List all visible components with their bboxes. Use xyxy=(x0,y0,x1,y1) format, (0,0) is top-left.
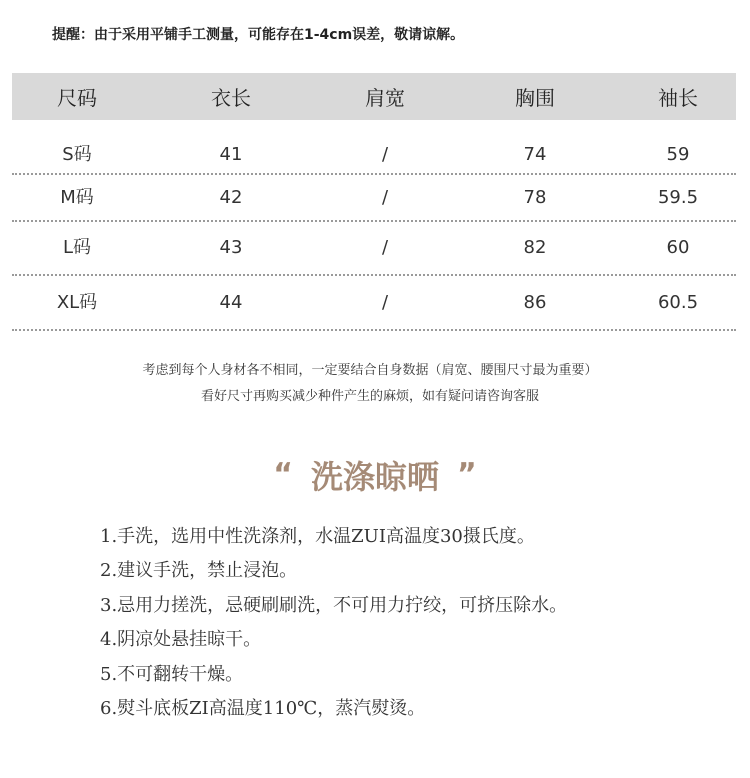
cell-size: S码 xyxy=(62,143,92,165)
header-chest: 胸围 xyxy=(515,86,555,110)
header-shoulder: 肩宽 xyxy=(365,86,405,110)
table-row xyxy=(12,175,736,222)
cell-size: XL码 xyxy=(56,291,98,313)
wash-section-title xyxy=(0,452,750,498)
cell-sleeve: 60.5 xyxy=(657,291,699,313)
header-sleeve: 袖长 xyxy=(658,86,698,110)
cell-size: L码 xyxy=(62,237,92,258)
cell-chest: 82 xyxy=(523,237,547,258)
tip-line: 考虑到每个人身材各不相同，一定要结合自身数据（肩宽、腰围尺寸最为重要） xyxy=(142,363,598,378)
close-quote: ” xyxy=(457,457,477,492)
list-item: 2.建议手洗，禁止浸泡。 xyxy=(100,560,298,582)
cell-shoulder: / xyxy=(381,143,389,165)
list-item: 6.熨斗底板ZI高温度110℃，蒸汽熨烫。 xyxy=(100,697,426,719)
table-row xyxy=(12,276,736,331)
measurement-notice: 提醒：由于采用平铺手工测量，可能存在1-4cm误差，敬请谅解。 xyxy=(52,27,465,43)
tip-line: 看好尺寸再购买减少种件产生的麻烦，如有疑问请咨询客服 xyxy=(200,389,539,404)
wash-title-text: 洗涤晾晒 xyxy=(310,458,439,496)
cell-chest: 78 xyxy=(523,186,547,208)
list-item: 4.阴凉处悬挂晾干。 xyxy=(100,629,262,651)
size-tips xyxy=(0,358,740,410)
wash-instructions xyxy=(100,523,567,729)
cell-chest: 74 xyxy=(523,143,547,165)
list-item: 3.忌用力搓洗，忌硬刷刷洗，不可用力拧绞，可挤压除水。 xyxy=(100,594,568,616)
header-length: 衣长 xyxy=(211,86,251,110)
list-item: 5.不可翻转干燥。 xyxy=(100,663,244,685)
list-item: 1.手洗，选用中性洗涤剂，水温ZUI高温度30摄氏度。 xyxy=(100,526,535,547)
cell-length: 42 xyxy=(219,186,243,208)
cell-size: M码 xyxy=(60,186,94,208)
cell-sleeve: 59 xyxy=(666,143,690,165)
cell-length: 43 xyxy=(219,237,243,258)
table-row xyxy=(12,222,736,276)
cell-shoulder: / xyxy=(381,186,389,208)
cell-shoulder: / xyxy=(381,291,389,313)
table-row xyxy=(12,120,736,175)
cell-shoulder: / xyxy=(381,237,389,258)
header-size: 尺码 xyxy=(57,86,97,110)
size-table-header xyxy=(12,73,736,120)
cell-length: 44 xyxy=(219,291,243,313)
cell-sleeve: 59.5 xyxy=(657,186,699,208)
cell-length: 41 xyxy=(219,143,243,165)
cell-sleeve: 60 xyxy=(666,237,690,258)
cell-chest: 86 xyxy=(523,291,547,313)
open-quote: “ xyxy=(273,457,293,492)
size-table xyxy=(12,73,736,331)
